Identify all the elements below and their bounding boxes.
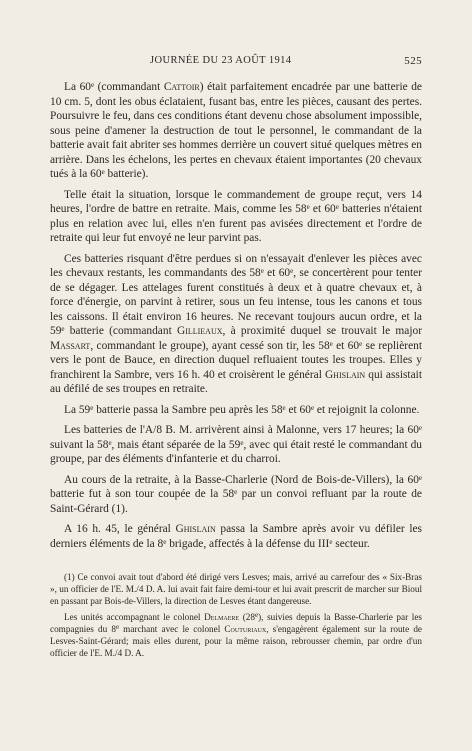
text: , commandant le groupe), ayant cessé son tir, les 58 [90,339,330,352]
superscript: e [115,623,120,631]
text: marchant avec le colonel [119,624,225,634]
footnote-2 [50,611,422,659]
person-name: Delmaere [204,612,240,622]
person-name: Massart [50,339,91,352]
running-header [50,55,422,69]
text: , à proximité duquel se trouvait le major [222,325,422,337]
superscript: e [234,488,238,496]
text: , avec qui était resté le commandant du groupe, par des éléments d'infanterie et du charroi. [50,438,422,465]
text: , se concertèrent pour tenter de se dégager. Les attelages furent constitués à deux et à quatre chevaux et, à force d'énergie, on parvint à retirer, sous un feu intense, tous les canons et tous les caissons. Il était environ 16 heures. Ne recevant toujours aucun ordre, et la 59 [50,267,422,337]
body-text [50,80,422,557]
person-name: Couturiaux [224,624,267,634]
text: La 59 [64,403,91,416]
text: batteries n'étaient plus en relation avec lui, elles n'en furent pas avisées directement et l'ordre de retraite qui leur fut envoyé ne leur parvint pas. [50,203,422,244]
superscript: e [90,81,95,89]
person-name: Ghislain [175,523,216,535]
person-name: Gillieaux [176,325,223,337]
superscript: e [101,168,105,176]
superscript: e [240,438,244,447]
text: par un convoi refluant par la route de Saint-Gérard (1). [50,488,422,515]
superscript: e [282,403,286,412]
text: (commandant [94,81,164,93]
text: , s'engagèrent également sur la route de Lesves-Saint-Gérard; mais elles durent, pour la même raison, rebrousser chemin, par ordre d'un officier de l'E. M./4 D. A. [50,624,422,658]
text: et 60 [309,203,336,215]
paragraph-5 [50,423,422,467]
text: Les batteries de l'A/8 B. M. arrivèrent ainsi à Malonne, vers 17 heures; la 60 [64,424,419,436]
text: passa la Sambre après avoir vu défiler les derniers éléments de la 8 [50,523,422,550]
text: Ces batteries risquant d'être perdues si on n'essayait d'enlever les pièces avec les chevaux restants, les commandants des 58 [50,252,422,279]
superscript: e [90,403,94,412]
text: batterie passa la Sambre peu après les 58 [93,403,283,416]
superscript: e [329,339,333,348]
text: secteur. [332,537,370,550]
text: La 60 [64,81,91,93]
person-name: Cattoir [163,81,200,93]
superscript: e [418,473,422,482]
superscript: e [418,424,422,432]
page-number: 525 [404,55,422,67]
text: brigade, affectés à la défense du III [166,537,330,550]
superscript: e [359,339,363,348]
text: batterie (commandant [64,325,177,337]
superscript: e [254,611,259,619]
text: se replièrent vers le pont de Bauce, en direction duquel refluaient toutes les troupes. Elles y franchirent la Sambre, vers 16 h. 40 et croisèrent le général [50,339,422,381]
paragraph-6 [50,473,422,517]
superscript: e [260,267,264,275]
text: , mais étant séparée de la 59 [111,438,241,451]
superscript: e [329,537,333,546]
superscript: e [61,325,65,333]
superscript: e [290,267,294,275]
superscript: e [163,537,167,546]
text: et 60 [285,403,311,416]
text: batterie fut à son tour coupée de la 58 [50,488,235,500]
text: Au cours de la retraite, à la Basse-Charlerie (Nord de Bois-de-Villers), la 60 [64,473,419,486]
text: et 60 [263,267,291,279]
paragraph-4 [50,403,422,418]
superscript: e [335,203,339,211]
paragraph-2 [50,188,422,246]
paragraph-1 [50,80,422,182]
text: et rejoignit la colonne. [314,403,420,416]
text: Les unités accompagnant le colonel [64,612,205,622]
text: (28 [239,612,255,622]
text: qui assistait au défilé de ses troupes en retraite. [50,368,422,395]
text: ), suivies depuis la Basse-Charlerie par les compagnies du 8 [50,612,423,634]
text: ) était parfaitement encadrée par une batterie de 10 cm. 5, dont les obus éclataient, fusant bas, entre les pièces, causant des pertes. Poursuivre le feu, dans ces conditions étant devenu chose absolument impossible, sous peine d'amener la destruction de tout le personnel, le commandant de la batterie avait fait abriter ses hommes derrière un couvert situé quelques mètres en arrière. Dans les échelons, les pertes en chevaux étaient importantes (20 chevaux tués à la 60 [50,81,423,180]
running-title: JOURNÉE DU 23 AOÛT 1914 [150,55,292,66]
superscript: e [108,438,112,447]
text: et 60 [332,339,360,352]
text: Telle était la situation, lorsque le commandement de groupe reçut, vers 14 heures, l'ordre de battre en retraite. Mais, comme les 58 [50,188,422,215]
footnotes [50,571,422,663]
superscript: e [306,203,310,211]
text: batterie). [104,168,149,180]
text: A 16 h. 45, le général [64,523,176,535]
superscript: e [310,403,315,412]
footnote-1: (1) Ce convoi avait tout d'abord été dirigé vers Lesves; mais, arrivé au carrefour des « Six-Bras », un officier de l'E. M./4 D. A. lui avait fait faire demi-tour et lui avait prescrit de marcher sur Bioul en passant par Bois-de-Villers, la direction de Lesves étant dangereuse. [50,572,422,606]
paragraph-3 [50,252,422,397]
person-name: Ghislain [324,368,366,381]
paragraph-7 [50,522,422,551]
text: suivant la 58 [50,438,109,451]
